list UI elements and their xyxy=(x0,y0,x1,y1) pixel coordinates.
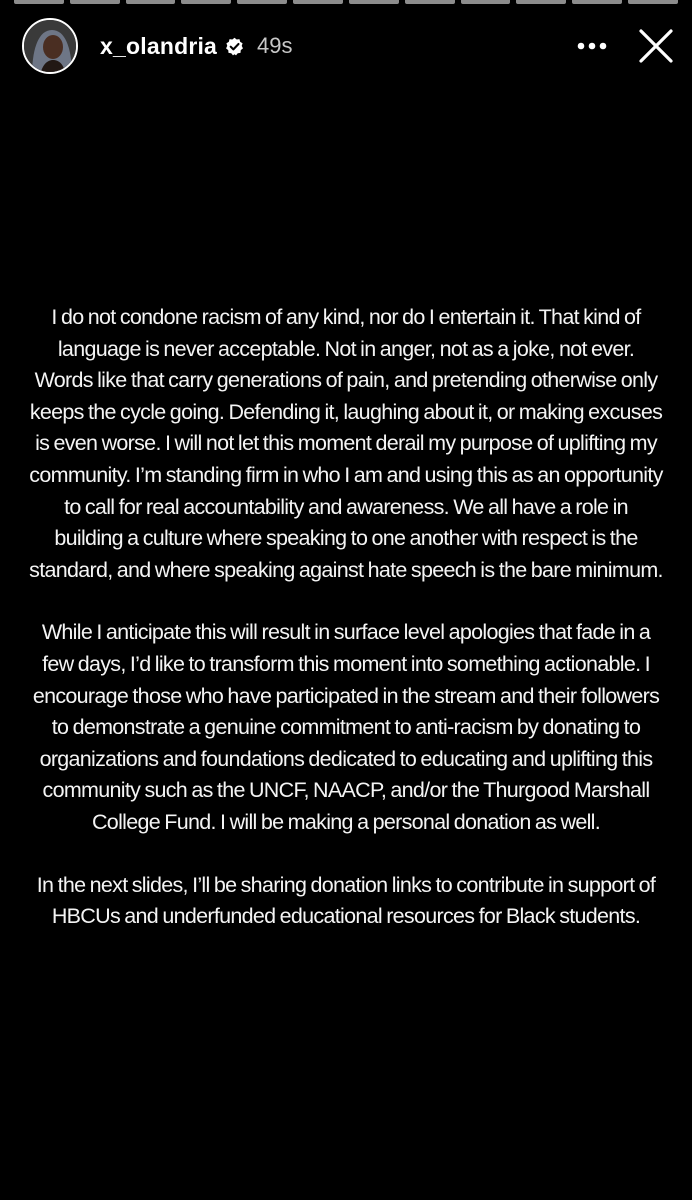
story-text xyxy=(28,302,664,964)
progress-segment xyxy=(237,0,287,4)
story-paragraph: While I anticipate this will result in surface level apologies that fade in a few days, I’d like to transform this moment into something actionable. I encourage those who have participated in the stream and their followers to demonstrate a genuine commitment to anti-racism by donating to organizations and foundations dedicated to educating and uplifting this community such as the UNCF, NAACP, and/or the Thurgood Marshall College Fund. I will be making a personal donation as well. xyxy=(32,620,660,834)
progress-segment xyxy=(461,0,511,4)
more-options-icon[interactable] xyxy=(574,28,610,64)
story-progress-bar xyxy=(14,0,678,4)
progress-segment xyxy=(572,0,622,4)
username[interactable]: x_olandria xyxy=(100,32,218,59)
story-paragraph: I do not condone racism of any kind, nor do I entertain it. That kind of language is never acceptable. Not in anger, not as a joke, not ever. Words like that carry generations of pain, and pretending otherwise only keeps the cycle going. Defending it, laughing about it, or making excuses is even worse. I will not let this moment derail my purpose of uplifting my community. I’m standing firm in who I am and using this as an opportunity to call for real accountability and awareness. We all have a role in building a culture where speaking to one another with respect is the standard, and where speaking against hate speech is the bare minimum. xyxy=(29,305,663,582)
close-icon[interactable] xyxy=(636,26,676,66)
progress-segment xyxy=(628,0,678,4)
progress-segment xyxy=(181,0,231,4)
progress-segment xyxy=(126,0,176,4)
post-timestamp: 49s xyxy=(257,33,293,58)
progress-segment xyxy=(349,0,399,4)
story-header xyxy=(22,16,676,76)
progress-segment xyxy=(14,0,64,4)
verified-badge-icon xyxy=(225,37,244,56)
progress-segment xyxy=(293,0,343,4)
story-paragraph: In the next slides, I’ll be sharing donation links to contribute in support of HBCUs and underfunded educational resources for Black students. xyxy=(36,872,656,929)
progress-segment xyxy=(516,0,566,4)
progress-segment xyxy=(405,0,455,4)
progress-segment xyxy=(70,0,120,4)
avatar[interactable] xyxy=(22,18,78,74)
